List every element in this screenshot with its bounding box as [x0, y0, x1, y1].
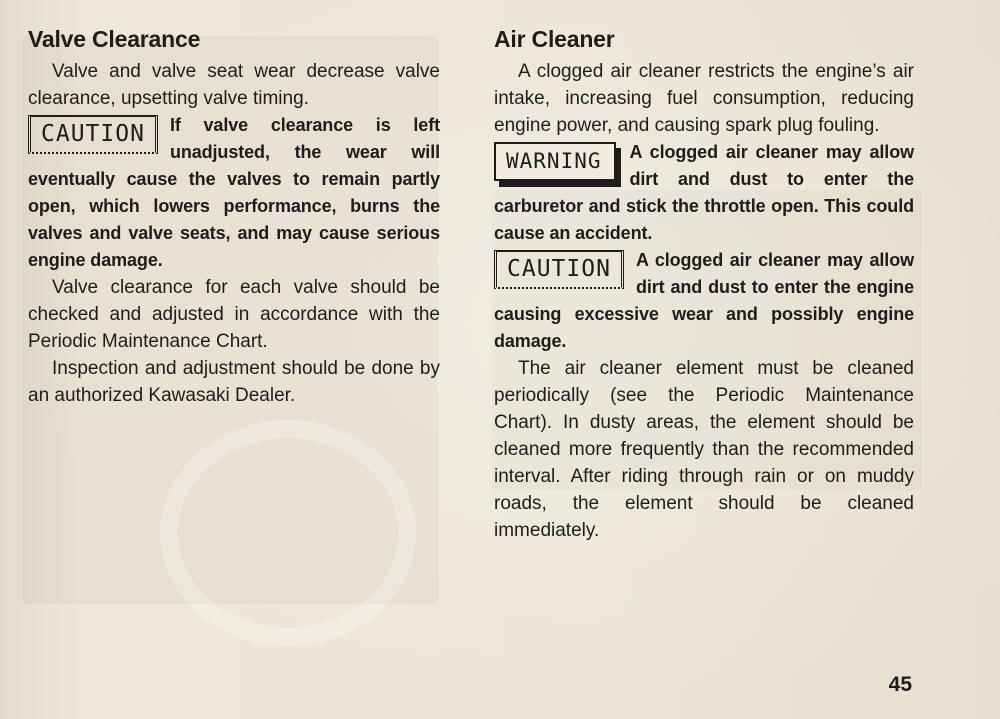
caution-badge: CAUTION	[28, 115, 158, 154]
air-cleaner-caution-text: A clogged air cleaner may allow dirt and dust to enter the engine causing excessive wear and possibly engine damage.	[494, 250, 914, 351]
air-cleaner-intro: A clogged air cleaner restricts the engine’s air intake, increasing fuel consumption, reducing engine power, and causing spark plug fouling.	[494, 61, 914, 136]
page-number: 45	[888, 673, 912, 696]
caution-badge: CAUTION	[494, 250, 624, 289]
valve-clearance-check-paragraph: Valve clearance for each valve should be checked and adjusted in accordance with the Periodic Maintenance Chart.	[28, 277, 440, 352]
bleed-through-shadow	[160, 420, 416, 646]
air-cleaner-warning-text: A clogged air cleaner may allow dirt and dust to enter the carburetor and stick the throttle open. This could cause an accident.	[494, 142, 914, 243]
valve-caution-notice	[28, 112, 440, 274]
warning-badge: WARNING	[494, 142, 616, 181]
air-cleaner-section	[494, 24, 914, 544]
air-cleaner-heading: Air Cleaner	[494, 26, 615, 52]
air-cleaner-maintenance-paragraph: The air cleaner element must be cleaned periodically (see the Periodic Maintenance Chart). In dusty areas, the element should be cleaned more frequently than the recommended interval. After riding through rain or on muddy roads, the element should be cleaned immediately.	[494, 358, 914, 541]
air-cleaner-warning-notice	[494, 139, 914, 247]
valve-clearance-dealer-paragraph: Inspection and adjustment should be done by an authorized Kawasaki Dealer.	[28, 358, 440, 406]
valve-caution-text: If valve clearance is left unadjusted, the wear will eventually cause the valves to remain partly open, which lowers performance, burns the valves and valve seats, and may cause serious engine damage.	[28, 115, 440, 270]
valve-clearance-section	[28, 24, 440, 409]
valve-clearance-heading: Valve Clearance	[28, 26, 201, 52]
air-cleaner-caution-notice	[494, 247, 914, 355]
valve-clearance-intro: Valve and valve seat wear decrease valve clearance, upsetting valve timing.	[28, 61, 440, 109]
